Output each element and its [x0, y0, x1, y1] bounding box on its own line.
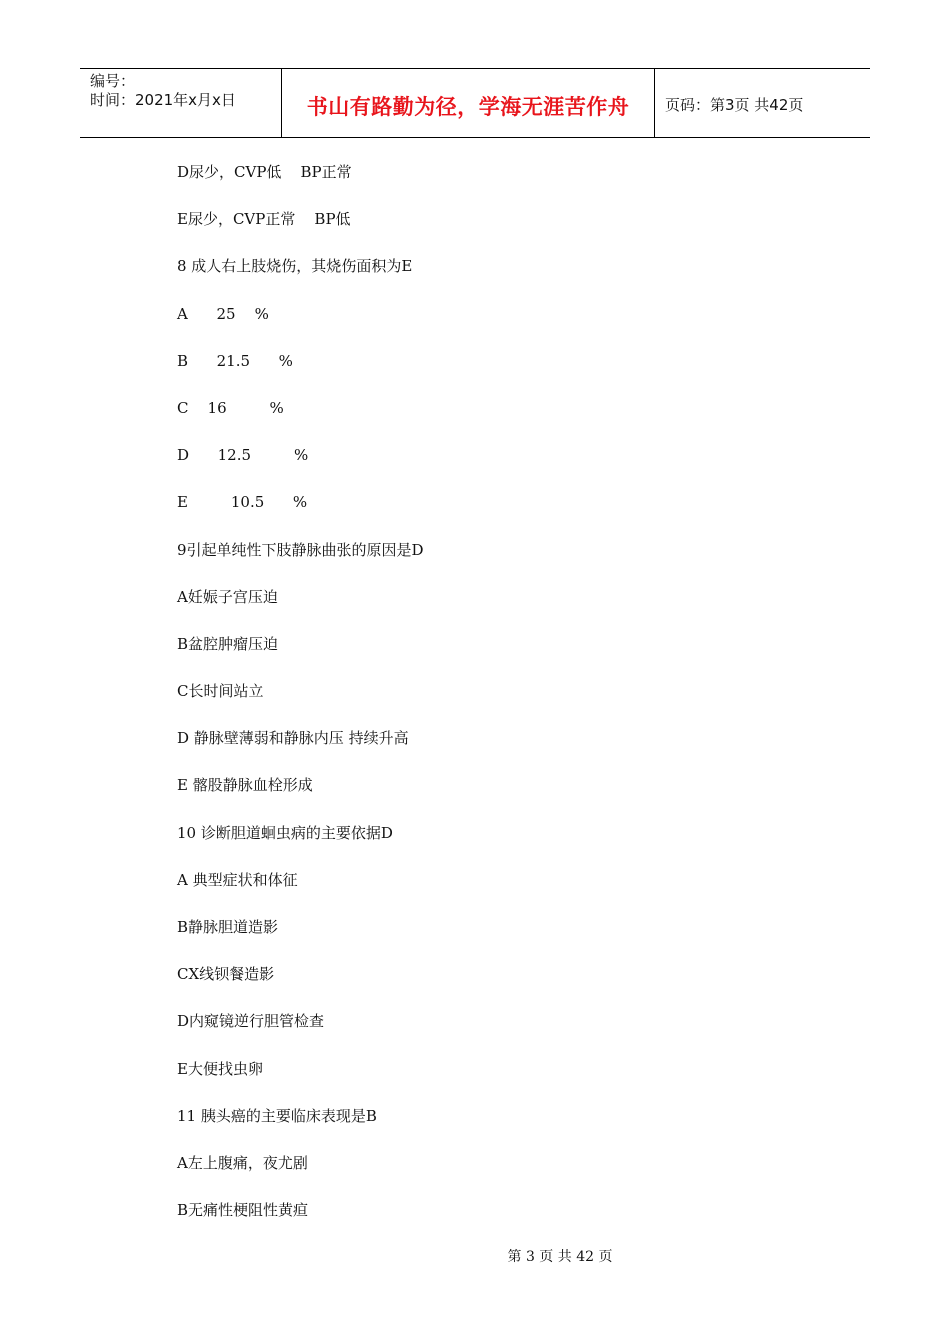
option-line: D 12.5 % [177, 446, 309, 465]
motto-text: 书山有路勤为径，学海无涯苦作舟 [306, 95, 630, 119]
page-header [80, 68, 870, 138]
question-line: 8 成人右上肢烧伤，其烧伤面积为E [177, 257, 413, 276]
question-line: 11 胰头癌的主要临床表现是B [177, 1106, 377, 1125]
header-info [80, 69, 280, 140]
option-line: A 典型症状和体征 [177, 870, 298, 889]
option-line: D 静脉壁薄弱和静脉内压 持续升高 [177, 729, 409, 748]
text-line: D尿少，CVP低 BP正常 [177, 163, 352, 181]
option-line: B 21.5 % [177, 351, 293, 370]
option-line: E 10.5 % [177, 493, 308, 512]
number-label: 编号： [90, 72, 136, 90]
time-label: 时间：2021年x月x日 [90, 91, 236, 109]
option-line: A 25 % [177, 304, 269, 323]
option-line: E 髂股静脉血栓形成 [177, 776, 313, 795]
document-body [177, 159, 827, 1244]
question-line: 9引起单纯性下肢静脉曲张的原因是D [177, 540, 424, 559]
option-line: A妊娠子宫压迫 [177, 587, 278, 606]
question-line: 10 诊断胆道蛔虫病的主要依据D [177, 823, 393, 842]
page-footer: 第 3 页 共 42 页 [507, 1249, 613, 1265]
option-line: C长时间站立 [177, 682, 264, 701]
option-line: A左上腹痛，夜尤剧 [177, 1153, 308, 1172]
page-label: 页码：第3页 共42页 [665, 95, 804, 114]
header-motto-cell [281, 69, 655, 137]
option-line: B盆腔肿瘤压迫 [177, 634, 279, 653]
option-line: D内窥镜逆行胆管检查 [177, 1012, 325, 1031]
option-line: C 16 % [177, 398, 284, 417]
option-line: B静脉胆道造影 [177, 918, 279, 936]
option-line: B无痛性梗阻性黄疸 [177, 1201, 309, 1220]
option-line: E大便找虫卵 [177, 1059, 263, 1078]
header-page-cell [655, 69, 870, 137]
text-line: E尿少，CVP正常 BP低 [177, 210, 351, 229]
option-line: CX线钡餐造影 [177, 965, 275, 984]
